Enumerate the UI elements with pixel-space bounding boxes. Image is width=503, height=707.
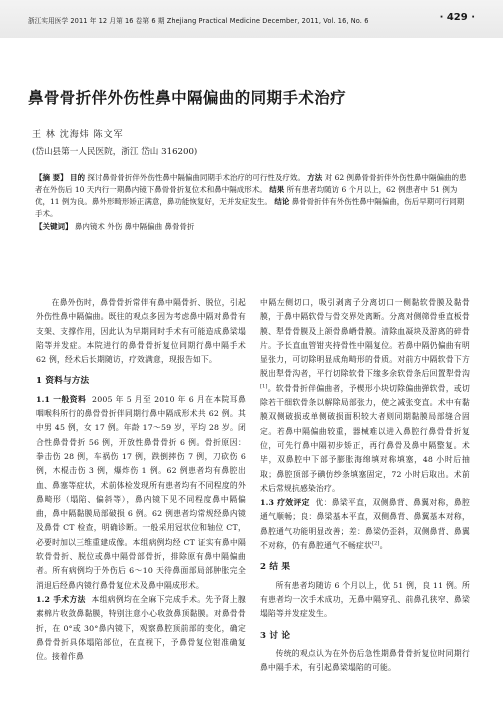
section-1-3-text: 优：鼻梁平直，双侧鼻背、鼻翼对称，鼻腔通气顺畅；良：鼻梁基本平直，双侧鼻背、鼻翼基本对称，鼻腔通气功能明显改善；差：鼻梁仍歪斜，双侧鼻背、鼻翼不对称，仍有鼻腔通气不畅症状 — [260, 498, 470, 551]
objective-text: 探讨鼻骨骨折伴外伤性鼻中隔偏曲同期手术治疗的可行性及疗效。 — [87, 173, 305, 182]
section-1-2-heading: 1.2 手术方法 — [36, 594, 86, 604]
conclusion-text: 鼻骨骨折伴有外伤性鼻中隔偏曲，伤后早期可行同期手术。 — [35, 197, 465, 218]
left-column — [36, 296, 246, 664]
surgery-text: 中隔左侧切口，吸引剥离子分离切口一侧黏软骨膜及黏骨膜，于鼻中隔软骨与骨交界处离断。分离对侧筛骨垂直板骨膜、犁骨骨膜及上颌骨鼻嵴骨膜。清除血凝块及游离的碎骨片。予长直血管钳夹持骨性中隔复位。若鼻中隔仍偏曲有明显张力，可切除明显成角畸形的骨质。对前方中隔软骨下方脱出犁骨沟者，平行切除软骨下缘多余软骨条后回置犁骨沟 — [260, 298, 470, 379]
right-column — [260, 296, 470, 675]
running-head: 浙江实用医学 2011 年 12 月第 16 卷第 6 期 Zhejiang Practical Medicine December, 2011, Vol. 16, No. 6 — [28, 17, 369, 25]
section-2-heading: 2 结 果 — [260, 562, 291, 573]
affiliation: (岱山县第一人民医院，浙江 岱山 316200) — [32, 147, 198, 157]
keywords-label: 【关键词】 — [35, 222, 73, 231]
reference-1: [1] — [260, 383, 268, 390]
page-number: · 429 · — [439, 12, 475, 23]
method-text: 对 62 例鼻骨骨折伴外伤性鼻中隔偏曲的患者在外伤后 10 天内行一期鼻内镜下鼻骨骨折复位术和鼻中隔成形术。 — [35, 173, 467, 194]
intro-paragraph: 在鼻外伤时，鼻骨骨折常伴有鼻中隔骨折、脱位，引起外伤性鼻中隔偏曲。既往的观点多因为考虑鼻中隔对鼻骨有支架、支撑作用，因此认为早期同时手术有可能造成鼻梁塌陷等并发症。本院进行的鼻骨骨折复位同期行鼻中隔手术 62 例，经术后长期随访，疗效满意，现报告如下。 — [36, 298, 246, 365]
objective-label: 目的 — [70, 173, 86, 182]
surgery-text-end: 。软骨骨折伴偏曲者，予楔形小块切除偏曲弹软骨，或切除若干细软骨条以解除局部张力，使之减张变直。术中有黏膜双侧破损或单侧破损面积较大者则同期黏膜局部缝合固定。若鼻中隔偏曲较重，器械难以进入鼻腔行鼻骨骨折复位，可先行鼻中隔初步矫正，再行鼻骨及鼻中隔整复。术毕，双鼻腔中下部予膨胀海绵填对称填塞，48 小时后抽取；鼻腔顶部予碘仿纱条填塞固定，72 小时后取出。术前术后常规抗感染治疗。 — [260, 383, 470, 493]
section-1-2 — [36, 593, 246, 664]
section-1-1 — [36, 393, 246, 593]
section-1-3 — [260, 496, 470, 553]
reference-2: [2] — [371, 540, 380, 547]
result-label: 结果 — [269, 185, 285, 194]
section-1-3-heading: 1.3 疗效评定 — [260, 498, 310, 508]
article-title: 鼻骨骨折伴外伤性鼻中隔偏曲的同期手术治疗 — [28, 88, 347, 107]
section-1-1-heading: 1.1 一般资料 — [36, 394, 87, 404]
abstract-body — [35, 172, 471, 220]
authors: 王 林 沈海炜 陈文军 — [32, 130, 124, 140]
keywords-text: 鼻内镜术 外伤 鼻中隔偏曲 鼻骨骨折 — [74, 222, 195, 231]
conclusion-label: 结论 — [274, 197, 290, 206]
abstract-label: 【摘 要】 — [35, 173, 68, 182]
section-3-heading: 3 讨 论 — [260, 630, 291, 641]
section-1-heading: 1 资料与方法 — [36, 376, 90, 387]
keywords — [35, 221, 471, 233]
section-1-1-text: 2005 年 5 月至 2010 年 6 月在本院耳鼻咽喉科所行的鼻骨骨折伴同期行鼻中隔成形术共 62 例。其中男 45 例，女 17 例。年龄 17～59 岁，平均 28 岁。闭合性鼻骨骨折 56 例，开放性鼻骨骨折 6 例。骨折原因：拳击伤 28 例，车祸伤 17 例，跌倒摔伤 7 例，刀砍伤 6 例，木棍击伤 3 例，爆炸伤 1 例。62 例患者均有鼻腔出血、鼻塞等症状，术前体检发现所有患者均有不同程度的外鼻畸形（塌陷、偏斜等），鼻内镜下见不同程度鼻中隔偏曲，鼻中隔黏膜局部破损 6 例。62 例患者均常规经鼻内镜及鼻骨 CT 检查，明确诊断。一般采用冠状位和轴位 CT，必要时加以三维重建成像。本组病例均经 CT 证实有鼻中隔软骨骨折、脱位或鼻中隔骨部骨折，排除原有鼻中隔偏曲者。所有病例均于外伤后 6～10 天待鼻面部局部肿胀完全消退后经鼻内镜行鼻骨复位术及鼻中隔成形术。 — [36, 394, 246, 590]
abstract — [35, 172, 471, 233]
results-paragraph: 所有患者均随访 6 个月以上，优 51 例，良 11 例。所有患者均一次手术成功，无鼻中隔穿孔、前鼻孔狭窄、鼻梁塌陷等并发症发生。 — [260, 580, 470, 619]
result-text: 所有患者均随访 6 个月以上，62 例患者中 51 例为优，11 例为良。鼻外形畸形矫正满意，鼻功能恢复好，无并发症发生。 — [35, 185, 458, 206]
section-1-3-end: 。 — [379, 541, 388, 551]
surgery-paragraph — [260, 296, 470, 496]
discussion-paragraph: 传统的观点认为在外伤后急性期鼻骨骨折复位时同期行鼻中隔手术，有引起鼻梁塌陷的可能。 — [260, 648, 470, 673]
section-1-2-text: 本组病例均在全麻下完成手术。先予肾上腺素棉片收敛鼻黏膜，特别注意小心收敛鼻顶黏膜。对鼻骨骨折，在 0°或 30°鼻内镜下，观察鼻腔顶前部的变化，确定鼻骨骨折具体塌陷部位，在直视下，予鼻骨复位钳准确复位。接着作鼻 — [36, 594, 246, 662]
method-label: 方法 — [307, 173, 323, 182]
